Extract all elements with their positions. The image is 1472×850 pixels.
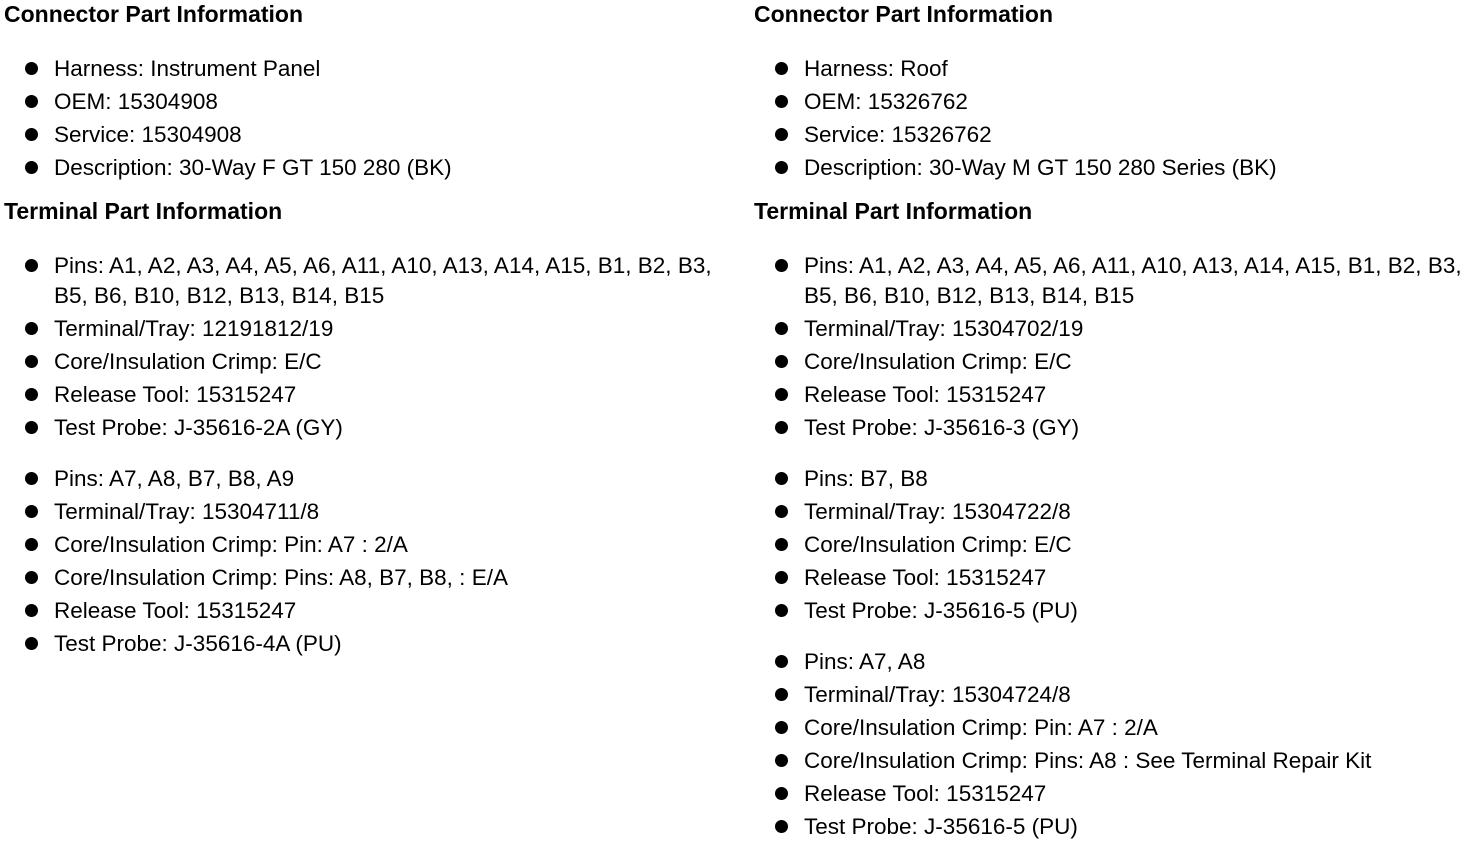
list-item (754, 87, 1469, 117)
terminal-group (4, 251, 734, 443)
bullet-icon (775, 787, 788, 800)
list-item-text: Service: 15304908 (54, 122, 242, 147)
list-item-text: Release Tool: 15315247 (54, 598, 297, 623)
list-item-text: Service: 15326762 (804, 122, 992, 147)
bullet-icon (25, 161, 38, 174)
bullet-icon (775, 505, 788, 518)
bullet-icon (25, 421, 38, 434)
terminal-heading: Terminal Part Information (754, 198, 1033, 224)
bullet-icon (775, 421, 788, 434)
list-item-text: Core/Insulation Crimp: E/C (804, 532, 1072, 557)
list-item (754, 153, 1469, 183)
list-item-text: Pins: A7, A8 (804, 649, 926, 674)
list-item-text: Terminal/Tray: 15304702/19 (804, 316, 1084, 341)
bullet-icon (775, 161, 788, 174)
list-item (4, 413, 734, 443)
list-item (754, 347, 1469, 377)
bullet-icon (25, 388, 38, 401)
list-item-text: Terminal/Tray: 15304722/8 (804, 499, 1071, 524)
list-item (754, 464, 1469, 494)
bullet-icon (775, 820, 788, 833)
bullet-icon (25, 95, 38, 108)
bullet-icon (775, 322, 788, 335)
list-item (754, 596, 1469, 626)
list-item-text: Core/Insulation Crimp: Pin: A7 : 2/A (54, 532, 408, 557)
list-item (4, 87, 734, 117)
bullet-icon (775, 754, 788, 767)
bullet-icon (775, 388, 788, 401)
list-item-text: Terminal/Tray: 15304711/8 (54, 499, 320, 524)
connector-heading: Connector Part Information (754, 1, 1054, 27)
bullet-icon (25, 538, 38, 551)
list-item-text: Description: 30-Way F GT 150 280 (BK) (54, 155, 452, 180)
list-item-text: Release Tool: 15315247 (54, 382, 297, 407)
list-item (754, 563, 1469, 593)
right-column (754, 0, 1469, 845)
list-item-text: Pins: B7, B8 (804, 466, 928, 491)
list-item (4, 596, 734, 626)
bullet-icon (775, 688, 788, 701)
bullet-icon (775, 259, 788, 272)
list-item (4, 497, 734, 527)
list-item-text: Release Tool: 15315247 (804, 781, 1047, 806)
bullet-icon (775, 95, 788, 108)
list-item (4, 54, 734, 84)
terminal-heading: Terminal Part Information (4, 198, 283, 224)
terminal-group (754, 464, 1469, 626)
list-item-text: Core/Insulation Crimp: E/C (54, 349, 322, 374)
list-item-text: Core/Insulation Crimp: E/C (804, 349, 1072, 374)
bullet-icon (775, 62, 788, 75)
connector-list (4, 54, 734, 183)
bullet-icon (775, 571, 788, 584)
terminal-group (4, 464, 734, 659)
list-item-text: Test Probe: J-35616-2A (GY) (54, 415, 343, 440)
connector-list (754, 54, 1469, 183)
list-item (754, 314, 1469, 344)
bullet-icon (775, 721, 788, 734)
list-item-text: Terminal/Tray: 15304724/8 (804, 682, 1071, 707)
connector-heading: Connector Part Information (4, 1, 304, 27)
list-item-text: Harness: Instrument Panel (54, 56, 321, 81)
bullet-icon (25, 505, 38, 518)
list-item (4, 464, 734, 494)
terminal-group (754, 647, 1469, 842)
list-item-text: Test Probe: J-35616-3 (GY) (804, 415, 1080, 440)
list-item-text: OEM: 15304908 (54, 89, 218, 114)
list-item (754, 680, 1469, 710)
list-item (4, 629, 734, 659)
bullet-icon (775, 355, 788, 368)
list-item (754, 647, 1469, 677)
bullet-icon (25, 62, 38, 75)
list-item (4, 380, 734, 410)
list-item (754, 746, 1469, 776)
list-item-text: Core/Insulation Crimp: Pins: A8, B7, B8, : E/A (54, 565, 508, 590)
list-item (754, 413, 1469, 443)
bullet-icon (25, 259, 38, 272)
list-item (754, 380, 1469, 410)
bullet-icon (775, 604, 788, 617)
bullet-icon (25, 637, 38, 650)
bullet-icon (25, 571, 38, 584)
bullet-icon (775, 538, 788, 551)
list-item (4, 153, 734, 183)
list-item (4, 251, 734, 311)
terminal-group (754, 251, 1469, 443)
list-item-text: OEM: 15326762 (804, 89, 968, 114)
list-item (754, 779, 1469, 809)
list-item-text: Pins: A1, A2, A3, A4, A5, A6, A11, A10, A13, A14, A15, B1, B2, B3, B5, B6, B10, B12, B13, B14, B15 (54, 253, 712, 308)
list-item-text: Test Probe: J-35616-5 (PU) (804, 598, 1078, 623)
list-item-text: Pins: A7, A8, B7, B8, A9 (54, 466, 295, 491)
list-item (754, 812, 1469, 842)
list-item-text: Core/Insulation Crimp: Pins: A8 : See Terminal Repair Kit (804, 748, 1372, 773)
list-item (754, 54, 1469, 84)
list-item-text: Harness: Roof (804, 56, 948, 81)
list-item (4, 120, 734, 150)
bullet-icon (25, 322, 38, 335)
bullet-icon (775, 472, 788, 485)
list-item (4, 347, 734, 377)
list-item-text: Test Probe: J-35616-5 (PU) (804, 814, 1078, 839)
bullet-icon (25, 472, 38, 485)
list-item (4, 314, 734, 344)
list-item (754, 530, 1469, 560)
list-item (754, 713, 1469, 743)
list-item-text: Terminal/Tray: 12191812/19 (54, 316, 334, 341)
list-item-text: Test Probe: J-35616-4A (PU) (54, 631, 342, 656)
list-item-text: Release Tool: 15315247 (804, 382, 1047, 407)
list-item (754, 120, 1469, 150)
bullet-icon (775, 655, 788, 668)
left-column (4, 0, 734, 662)
list-item-text: Release Tool: 15315247 (804, 565, 1047, 590)
bullet-icon (25, 128, 38, 141)
list-item (754, 251, 1469, 311)
list-item-text: Core/Insulation Crimp: Pin: A7 : 2/A (804, 715, 1158, 740)
bullet-icon (25, 355, 38, 368)
list-item-text: Pins: A1, A2, A3, A4, A5, A6, A11, A10, A13, A14, A15, B1, B2, B3, B5, B6, B10, B12, B13, B14, B15 (804, 253, 1462, 308)
bullet-icon (25, 604, 38, 617)
list-item-text: Description: 30-Way M GT 150 280 Series (BK) (804, 155, 1277, 180)
list-item (4, 530, 734, 560)
list-item (4, 563, 734, 593)
bullet-icon (775, 128, 788, 141)
list-item (754, 497, 1469, 527)
